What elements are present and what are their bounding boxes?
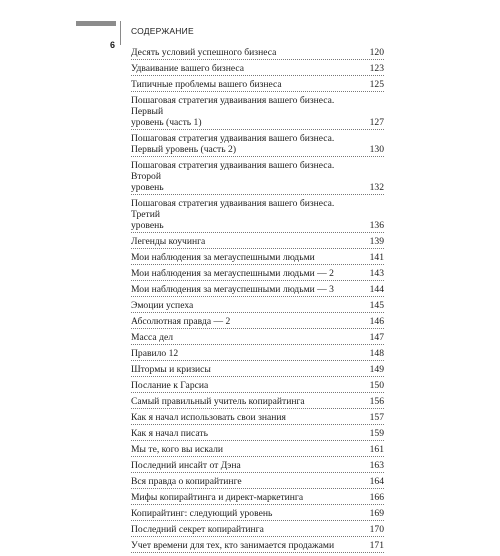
toc-entry-page: 136 [369,220,384,231]
toc-entry-page: 127 [369,117,384,128]
toc-entry-title-line: Типичные проблемы вашего бизнеса [131,79,282,90]
toc-entry-title-line: Учет времени для тех, кто занимается продажами [131,540,335,551]
toc-entry [131,444,384,457]
toc-entry-page: 161 [369,444,384,455]
toc-entry-title-line: Пошаговая стратегия удваивания вашего бизнеса. [131,133,335,144]
toc-entry-title-line: Мои наблюдения за мегауспешными людьми — 3 [131,284,334,295]
toc-entry-page: 130 [369,144,384,155]
toc-entry-title-line: Правило 12 [131,348,179,359]
toc-entry [131,316,384,329]
table-of-contents [131,47,384,556]
toc-entry-page: 144 [369,284,384,295]
toc-entry-page: 143 [369,268,384,279]
toc-entry-page: 149 [369,364,384,375]
toc-entry [131,476,384,489]
toc-entry-title-line: уровень [131,220,164,231]
toc-entry-page: 146 [369,316,384,327]
toc-entry-title-line: уровень [131,182,164,193]
toc-entry [131,332,384,345]
toc-entry-page: 145 [369,300,384,311]
toc-entry [131,79,384,92]
toc-entry-page: 150 [369,380,384,391]
header-accent-bar [76,21,116,26]
toc-entry-title-line: Штормы и кризисы [131,364,211,375]
toc-entry [131,492,384,505]
toc-entry-page: 163 [369,460,384,471]
toc-entry-page: 156 [369,396,384,407]
toc-entry-title-line: Последний секрет копирайтинга [131,524,264,535]
page-number: 6 [110,40,116,50]
toc-entry [131,63,384,76]
toc-entry-title-line: Легенды коучинга [131,236,206,247]
toc-entry-title-line: Как я начал писать [131,428,208,439]
toc-entry-title-line: Первый уровень (часть 2) [131,144,237,155]
section-title: СОДЕРЖАНИЕ [131,26,194,36]
toc-entry-title-line: Пошаговая стратегия удваивания вашего бизнеса. Второй [131,160,335,182]
toc-entry-page: 170 [369,524,384,535]
toc-entry-page: 139 [369,236,384,247]
toc-entry [131,236,384,249]
toc-entry-title-line: Удваивание вашего бизнеса [131,63,244,74]
toc-entry-title-line: Пошаговая стратегия удваивания вашего бизнеса. Первый [131,95,335,117]
toc-entry-title-line: Вся правда о копирайтинге [131,476,242,487]
toc-entry-title-line: Самый правильный учитель копирайтинга [131,396,305,407]
toc-entry-title-line: Масса дел [131,332,174,343]
toc-entry-page: 171 [369,540,384,551]
toc-entry [131,252,384,265]
toc-entry-title-line: Мы те, кого вы искали [131,444,224,455]
toc-entry [131,540,384,553]
toc-entry [131,133,384,157]
toc-entry [131,95,384,130]
toc-entry-title-line: Эмоции успеха [131,300,194,311]
header-divider [120,21,121,45]
toc-entry [131,460,384,473]
toc-entry-page: 169 [369,508,384,519]
toc-entry [131,508,384,521]
toc-entry [131,198,384,233]
toc-entry-page: 148 [369,348,384,359]
toc-entry-title-line: Мифы копирайтинга и директ-маркетинга [131,492,304,503]
toc-entry [131,160,384,195]
toc-entry [131,412,384,425]
toc-entry-title-line: Последний инсайт от Дэна [131,460,241,471]
toc-entry [131,268,384,281]
toc-entry-page: 120 [369,47,384,58]
toc-entry [131,364,384,377]
toc-entry-title-line: Копирайтинг: следующий уровень [131,508,273,519]
toc-entry-title-line: Как я начал использовать свои знания [131,412,286,423]
toc-entry-page: 141 [369,252,384,263]
toc-entry-page: 164 [369,476,384,487]
toc-entry [131,428,384,441]
toc-entry-title-line: Десять условий успешного бизнеса [131,47,277,58]
toc-entry-page: 159 [369,428,384,439]
toc-entry-page: 123 [369,63,384,74]
toc-entry-title-line: Мои наблюдения за мегауспешными людьми [131,252,315,263]
toc-entry-page: 132 [369,182,384,193]
toc-entry-title-line: Пошаговая стратегия удваивания вашего бизнеса. Третий [131,198,335,220]
toc-entry-page: 157 [369,412,384,423]
toc-entry [131,47,384,60]
toc-entry [131,524,384,537]
toc-entry-title-line: Абсолютная правда — 2 [131,316,231,327]
toc-entry-title-line: уровень (часть 1) [131,117,202,128]
toc-entry-page: 147 [369,332,384,343]
toc-entry [131,300,384,313]
toc-entry-title-line: Послание к Гарсиа [131,380,209,391]
toc-entry [131,348,384,361]
toc-entry [131,380,384,393]
toc-entry-page: 166 [369,492,384,503]
toc-entry-title-line: Мои наблюдения за мегауспешными людьми — 2 [131,268,334,279]
toc-entry [131,284,384,297]
toc-entry [131,396,384,409]
toc-entry-page: 125 [369,79,384,90]
